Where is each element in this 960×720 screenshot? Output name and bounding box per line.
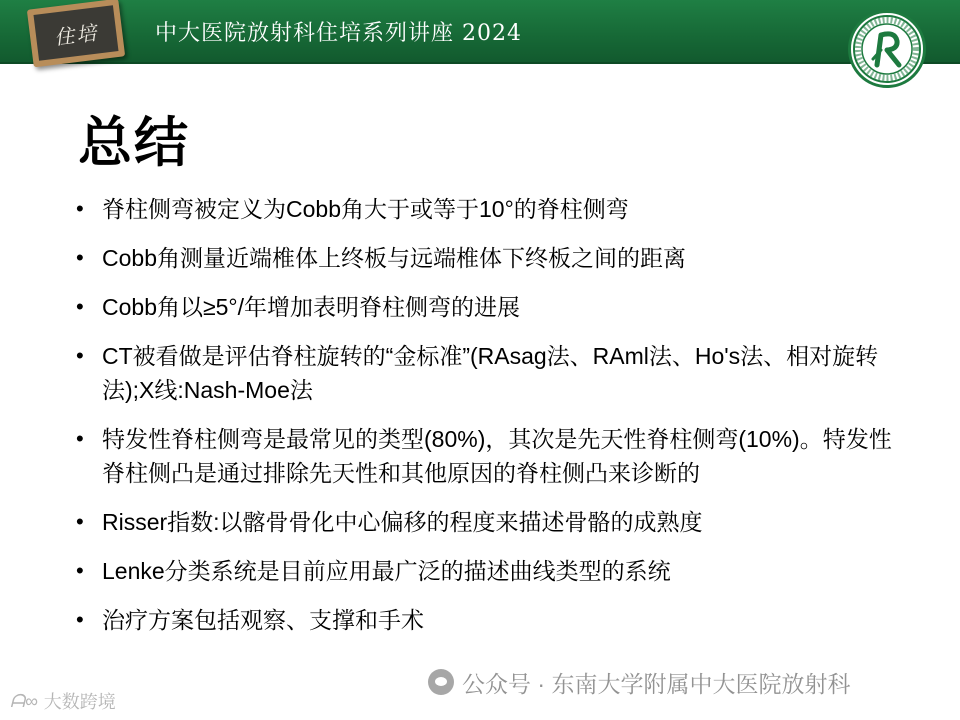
wechat-watermark bbox=[428, 662, 850, 702]
bullet-item: • 特发性脊柱侧弯是最常见的类型(80%)，其次是先天性脊柱侧弯(10%)。特发性脊柱侧凸是通过排除先天性和其他原因的脊柱侧凸来诊断的 bbox=[76, 422, 906, 490]
header-bar bbox=[0, 0, 960, 64]
hospital-radiology-logo-icon bbox=[848, 10, 926, 88]
bullet-item: • 治疗方案包括观察、支撑和手术 bbox=[76, 603, 906, 637]
badge-text: 住培 bbox=[52, 19, 100, 50]
brand-logo-icon: ᗩ∞ bbox=[10, 690, 38, 711]
header-title: 中大医院放射科住培系列讲座 2024 bbox=[155, 21, 522, 46]
wechat-watermark-text: 公众号 · 东南大学附属中大医院放射科 bbox=[462, 670, 851, 697]
bullet-list bbox=[76, 192, 906, 652]
wechat-icon bbox=[428, 669, 454, 695]
bullet-item: • Risser指数:以髂骨骨化中心偏移的程度来描述骨骼的成熟度 bbox=[76, 505, 906, 539]
bullet-item: • Cobb角以≥5°/年增加表明脊柱侧弯的进展 bbox=[76, 290, 906, 324]
bullet-item: • Lenke分类系统是目前应用最广泛的描述曲线类型的系统 bbox=[76, 554, 906, 588]
slide-title: 总结 bbox=[78, 111, 190, 174]
bullet-item: • CT被看做是评估脊柱旋转的“金标准”(RAsag法、RAml法、Ho's法、相对旋转法);X线:Nash-Moe法 bbox=[76, 339, 906, 407]
chalkboard-badge bbox=[27, 0, 125, 67]
brand-watermark-text: 大数跨境 bbox=[43, 692, 116, 712]
bullet-item: • 脊柱侧弯被定义为Cobb角大于或等于10°的脊柱侧弯 bbox=[76, 192, 906, 226]
brand-watermark bbox=[10, 688, 116, 714]
bullet-item: • Cobb角测量近端椎体上终板与远端椎体下终板之间的距离 bbox=[76, 241, 906, 275]
